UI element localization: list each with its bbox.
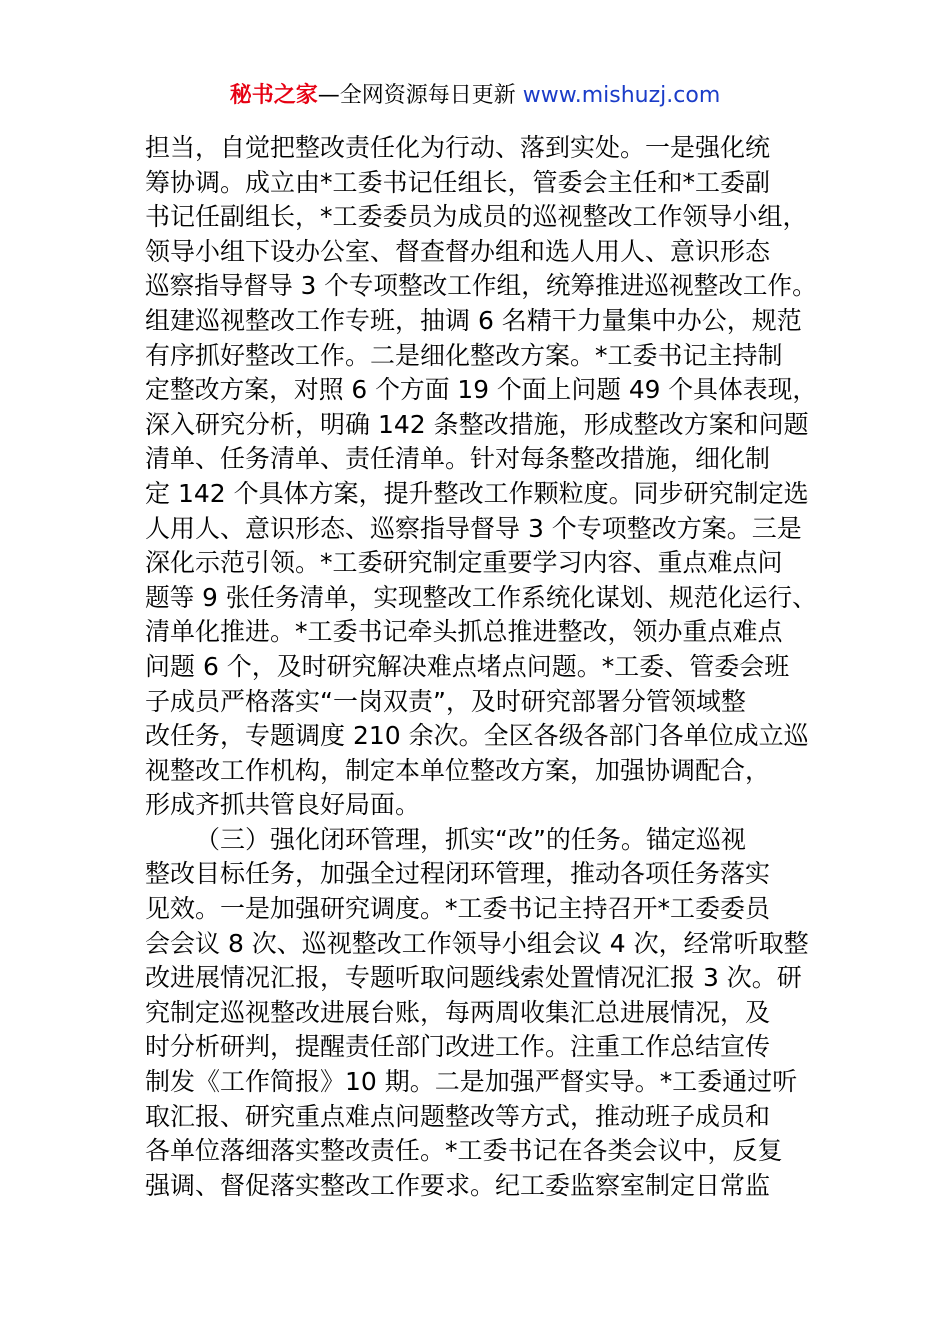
text-line: 巡察指导督导 3 个专项整改工作组，统筹推进巡视整改工作。 — [145, 271, 817, 301]
text-line: 人用人、意识形态、巡察指导督导 3 个专项整改方案。三是 — [145, 513, 802, 543]
text-line: 担当，自觉把整改责任化为行动、落到实处。一是强化统 — [145, 133, 771, 162]
text-line: 视整改工作机构，制定本单位整改方案，加强协调配合， — [145, 755, 771, 785]
text-line: 深化示范引领。*工委研究制定重要学习内容、重点难点问 — [145, 548, 783, 578]
text-line: 组建巡视整改工作专班，抽调 6 名精干力量集中办公，规范 — [145, 305, 802, 335]
text-line: 改任务，专题调度 210 余次。全区各级各部门各单位成立巡 — [145, 721, 809, 751]
text-line: 问题 6 个，及时研究解决难点堵点问题。*工委、管委会班 — [145, 651, 790, 681]
text-line: 强调、督促落实整改工作要求。纪工委监察室制定日常监 — [145, 1170, 771, 1200]
site-header — [0, 80, 950, 112]
text-line: 深入研究分析，明确 142 条整改措施，形成整改方案和问题 — [145, 409, 809, 439]
text-line: 子成员严格落实“一岗双责”，及时研究部署分管领域整 — [145, 686, 746, 716]
text-line: 清单、任务清单、责任清单。针对每条整改措施，细化制 — [145, 444, 771, 474]
text-line: 整改目标任务，加强全过程闭环管理，推动各项任务落实 — [145, 859, 771, 889]
text-line: 题等 9 张任务清单，实现整改工作系统化谋划、规范化运行、 — [145, 582, 817, 612]
text-line: 见效。一是加强研究调度。*工委书记主持召开*工委委员 — [145, 894, 771, 924]
brand-name: 秘书之家 — [229, 83, 318, 108]
text-line: 会会议 8 次、巡视整改工作领导小组会议 4 次，经常听取整 — [145, 928, 809, 958]
text-line: 究制定巡视整改进展台账，每两周收集汇总进展情况，及 — [145, 997, 771, 1027]
text-line: 领导小组下设办公室、督查督办组和选人用人、意识形态 — [145, 236, 771, 266]
text-line: 有序抓好整改工作。二是细化整改方案。*工委书记主持制 — [145, 340, 783, 370]
text-line: 筹协调。成立由*工委书记任组长，管委会主任和*工委副 — [145, 167, 771, 197]
text-line: 定整改方案，对照 6 个方面 19 个面上问题 49 个具体表现， — [145, 375, 818, 405]
text-line: 各单位落细落实整改责任。*工委书记在各类会议中，反复 — [145, 1136, 783, 1166]
text-line: 形成齐抓共管良好局面。 — [145, 790, 421, 820]
section-heading-line: （三）强化闭环管理，抓实“改”的任务。锚定巡视 — [195, 824, 746, 854]
text-line: 时分析研判，提醒责任部门改进工作。注重工作总结宣传 — [145, 1032, 771, 1062]
body-text — [145, 131, 818, 1203]
text-line: 书记任副组长，*工委委员为成员的巡视整改工作领导小组， — [145, 202, 808, 232]
text-line: 定 142 个具体方案，提升整改工作颗粒度。同步研究制定选 — [145, 478, 809, 508]
text-line: 清单化推进。*工委书记牵头抓总推进整改，领办重点难点 — [145, 617, 783, 647]
header-tagline: —全网资源每日更新 — [317, 83, 523, 108]
text-line: 制发《工作简报》10 期。二是加强严督实导。*工委通过听 — [145, 1067, 798, 1097]
text-line: 取汇报、研究重点难点问题整改等方式，推动班子成员和 — [145, 1101, 771, 1131]
text-line: 改进展情况汇报，专题听取问题线索处置情况汇报 3 次。研 — [145, 963, 802, 993]
site-url[interactable]: www.mishuzj.com — [522, 83, 721, 108]
